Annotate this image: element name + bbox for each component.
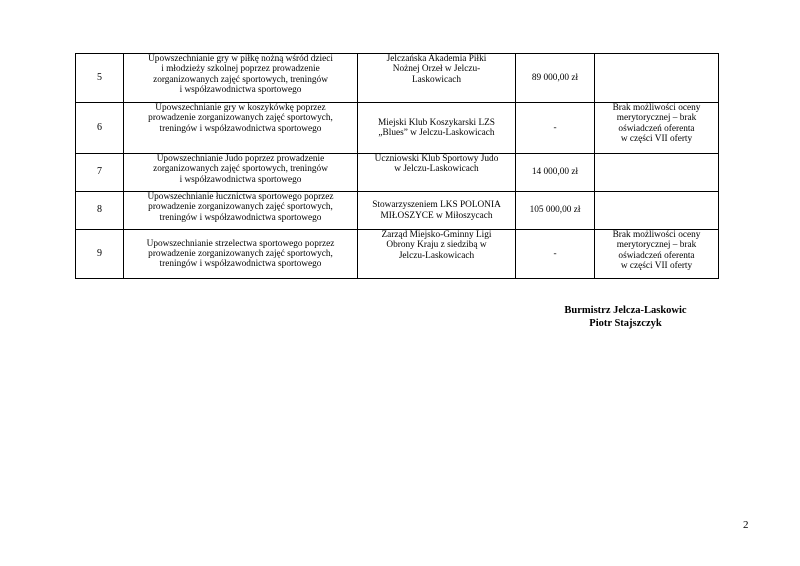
org-line: Jelczu-Laskowicach — [398, 250, 475, 261]
task-line: zorganizowanych zajęć sportowych, treningów — [153, 74, 328, 85]
remark-line: merytorycznej – brak — [616, 113, 697, 124]
task-line: Upowszechnianie łucznictwa sportowego poprzez — [147, 192, 334, 202]
task-line: zorganizowanych zajęć sportowych, treningów — [153, 164, 328, 175]
org-line: Laskowicach — [411, 74, 462, 85]
task-line: treningów i współzawodnictwa sportowego — [159, 123, 322, 134]
remark-line: oświadczeń oferenta — [618, 123, 695, 134]
organization-name — [358, 192, 516, 230]
task-line: treningów i współzawodnictwa sportowego — [159, 259, 322, 270]
row-number: 6 — [76, 103, 124, 154]
page-number: 2 — [743, 519, 749, 531]
task-line: i współzawodnictwa sportowego — [179, 174, 302, 185]
signature-name: Piotr Stajszczyk — [589, 318, 662, 329]
signature-block — [533, 304, 718, 330]
organization-name — [358, 230, 516, 279]
task-line: Upowszechnianie gry w koszykówkę poprzez — [155, 103, 326, 113]
table-row — [76, 230, 719, 279]
remarks — [595, 230, 719, 279]
grant-amount: 105 000,00 zł — [516, 192, 595, 230]
org-line: Nożnej Orzeł w Jelczu- — [392, 64, 481, 75]
remark-line: w części VII oferty — [620, 133, 693, 144]
org-line: Uczniowski Klub Sportowy Judo — [374, 154, 499, 164]
task-line: Upowszechnianie gry w piłkę nożną wśród dzieci — [148, 54, 333, 64]
org-line: Stowarzyszeniem LKS POLONIA — [372, 200, 501, 211]
remark-line: oświadczeń oferenta — [618, 250, 695, 261]
org-line: Miejski Klub Koszykarski LZS — [378, 117, 495, 128]
task-description — [124, 230, 358, 279]
remarks — [595, 54, 719, 103]
table-row — [76, 192, 719, 230]
row-number: 8 — [76, 192, 124, 230]
remark-line: merytorycznej – brak — [616, 240, 697, 251]
task-line: prowadzenie zorganizowanych zajęć sportowych, — [148, 113, 333, 124]
task-line: i współzawodnictwa sportowego — [179, 84, 302, 95]
row-number: 5 — [76, 54, 124, 103]
table-row — [76, 154, 719, 192]
table-row — [76, 54, 719, 103]
table-row — [76, 103, 719, 154]
task-line: treningów i współzawodnictwa sportowego — [159, 212, 322, 223]
org-line: w Jelczu-Laskowicach — [394, 164, 479, 175]
task-line: prowadzenie zorganizowanych zajęć sportowych, — [148, 248, 333, 259]
task-description — [124, 154, 358, 192]
row-number: 7 — [76, 154, 124, 192]
remark-line: Brak możliwości oceny — [612, 103, 701, 113]
task-line: prowadzenie zorganizowanych zajęć sportowych, — [148, 202, 333, 213]
row-number: 9 — [76, 230, 124, 279]
org-line: Zarząd Miejsko-Gminny Ligi — [381, 230, 492, 240]
task-line: Upowszechnianie Judo poprzez prowadzenie — [156, 154, 325, 164]
task-line: Upowszechnianie strzelectwa sportowego poprzez — [146, 238, 335, 249]
remark-line: w części VII oferty — [620, 260, 693, 271]
grant-amount: - — [516, 103, 595, 154]
remarks — [595, 192, 719, 230]
grant-amount: - — [516, 230, 595, 279]
task-description — [124, 103, 358, 154]
organization-name — [358, 154, 516, 192]
remarks — [595, 103, 719, 154]
org-line: Jelczańska Akademia Piłki — [386, 54, 487, 64]
organization-name — [358, 103, 516, 154]
grant-amount: 89 000,00 zł — [516, 54, 595, 103]
signature-title: Burmistrz Jelcza-Laskowic — [564, 305, 687, 316]
task-line: i młodzieży szkolnej poprzez prowadzenie — [161, 64, 320, 75]
grant-amount: 14 000,00 zł — [516, 154, 595, 192]
organization-name — [358, 54, 516, 103]
org-line: Obrony Kraju z siedzibą w — [386, 240, 487, 251]
org-line: „Blues” w Jelczu-Laskowicach — [378, 128, 495, 138]
remarks — [595, 154, 719, 192]
grants-table — [75, 53, 719, 279]
org-line: MIŁOSZYCE w Miłoszycach — [380, 210, 493, 221]
task-description — [124, 192, 358, 230]
remark-line: Brak możliwości oceny — [612, 230, 701, 240]
task-description — [124, 54, 358, 103]
